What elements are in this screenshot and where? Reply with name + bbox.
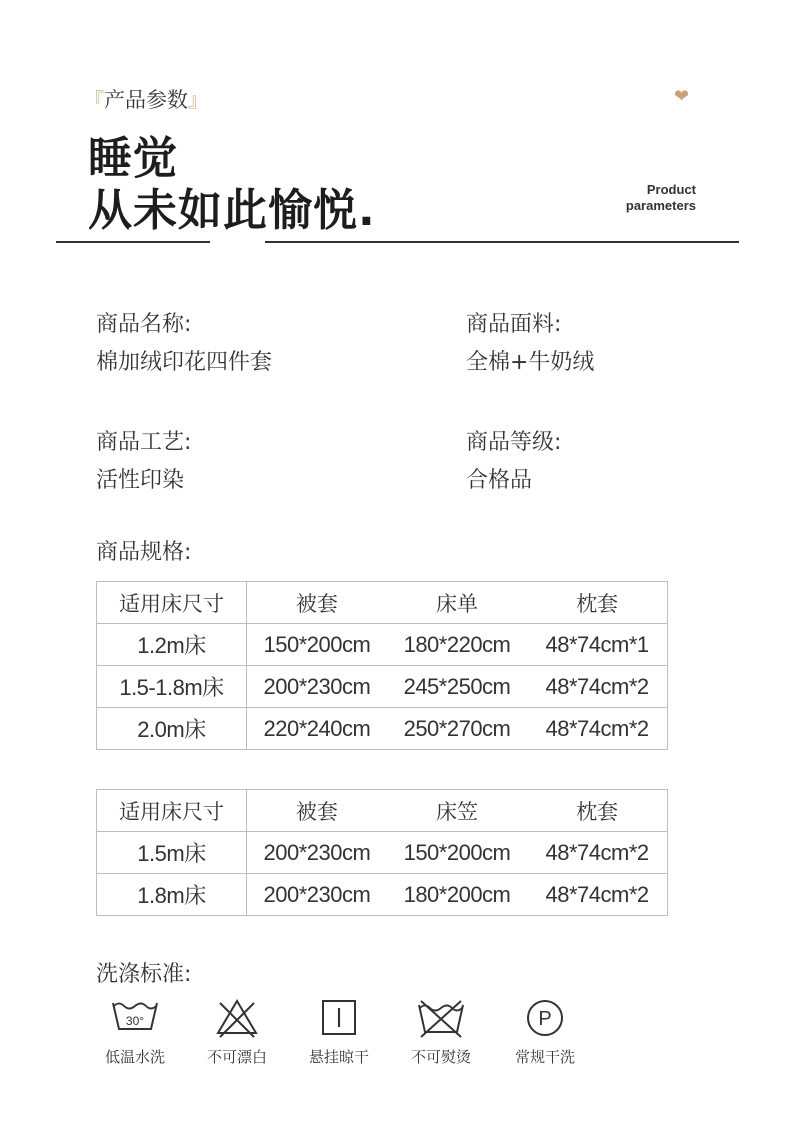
table-header-cell: 床单 xyxy=(387,582,527,624)
wash-label-no-bleach: 不可漂白 xyxy=(206,1048,267,1066)
divider-left xyxy=(56,241,210,243)
table-header-cell: 适用床尺寸 xyxy=(97,582,247,624)
table-cell: 48*74cm*2 xyxy=(527,666,667,708)
english-subtitle xyxy=(626,182,696,214)
table-cell: 200*230cm xyxy=(247,874,387,916)
wash-label-dry-clean: 常规干洗 xyxy=(514,1048,575,1066)
wash-temp-text: 30° xyxy=(125,1014,145,1028)
english-subtitle-line2: parameters xyxy=(625,198,696,213)
table-cell: 180*220cm xyxy=(387,624,527,666)
spec-table-1 xyxy=(96,581,668,750)
table-cell: 1.8m床 xyxy=(97,874,247,916)
table-header-cell: 枕套 xyxy=(527,582,667,624)
table-row xyxy=(97,708,668,750)
table-header-cell: 床笠 xyxy=(387,790,527,832)
table-cell: 200*230cm xyxy=(247,832,387,874)
grade-label: 商品等级: xyxy=(466,430,562,455)
table-cell: 48*74cm*2 xyxy=(527,874,667,916)
grade-value: 合格品 xyxy=(466,468,533,493)
english-subtitle-line1: Product xyxy=(646,182,696,197)
table-cell: 48*74cm*2 xyxy=(527,832,667,874)
no-bleach-icon xyxy=(212,997,262,1041)
table-header-row xyxy=(97,582,668,624)
heart-icon: ❤ xyxy=(674,86,690,107)
table-cell: 1.5-1.8m床 xyxy=(97,666,247,708)
table-header-cell: 被套 xyxy=(247,582,387,624)
table-cell: 48*74cm*1 xyxy=(527,624,667,666)
dry-clean-p-icon xyxy=(520,997,570,1041)
table-cell: 1.5m床 xyxy=(97,832,247,874)
bracket-close: 』 xyxy=(188,88,208,112)
fabric-value: 全棉+牛奶绒 xyxy=(466,350,595,375)
wash-label-low-temp: 低温水洗 xyxy=(104,1048,165,1066)
table-cell: 150*200cm xyxy=(387,832,527,874)
wash-label-hang-dry: 悬挂晾干 xyxy=(308,1048,369,1066)
table-header-cell: 适用床尺寸 xyxy=(97,790,247,832)
table-cell: 200*230cm xyxy=(247,666,387,708)
no-iron-icon xyxy=(416,997,466,1041)
hang-dry-icon xyxy=(314,997,364,1041)
table-header-row xyxy=(97,790,668,832)
table-cell: 220*240cm xyxy=(247,708,387,750)
table-cell: 48*74cm*2 xyxy=(527,708,667,750)
table-header-cell: 被套 xyxy=(247,790,387,832)
process-value: 活性印染 xyxy=(96,468,185,493)
table-cell: 180*200cm xyxy=(387,874,527,916)
washing-label: 洗涤标准: xyxy=(96,962,192,987)
section-tag-text: 产品参数 xyxy=(104,88,188,112)
name-label: 商品名称: xyxy=(96,312,192,337)
process-label: 商品工艺: xyxy=(96,430,192,455)
wash-label-no-iron: 不可熨烫 xyxy=(410,1048,471,1066)
table-row xyxy=(97,624,668,666)
table-row xyxy=(97,832,668,874)
table-row xyxy=(97,666,668,708)
wash-30-icon xyxy=(110,997,160,1041)
table-header-cell: 枕套 xyxy=(527,790,667,832)
table-cell: 1.2m床 xyxy=(97,624,247,666)
table-cell: 2.0m床 xyxy=(97,708,247,750)
page-title-line2: 从未如此愉悦. xyxy=(88,185,376,236)
table-cell: 245*250cm xyxy=(387,666,527,708)
page-title-line1: 睡觉 xyxy=(88,133,178,184)
spec-label: 商品规格: xyxy=(96,540,192,565)
dry-clean-letter: P xyxy=(538,1008,552,1030)
spec-table-2 xyxy=(96,789,668,916)
bracket-open: 『 xyxy=(84,88,104,112)
table-cell: 150*200cm xyxy=(247,624,387,666)
divider-right xyxy=(265,241,739,243)
fabric-label: 商品面料: xyxy=(466,312,562,337)
section-tag xyxy=(84,84,208,114)
table-cell: 250*270cm xyxy=(387,708,527,750)
name-value: 棉加绒印花四件套 xyxy=(96,350,273,375)
table-row xyxy=(97,874,668,916)
